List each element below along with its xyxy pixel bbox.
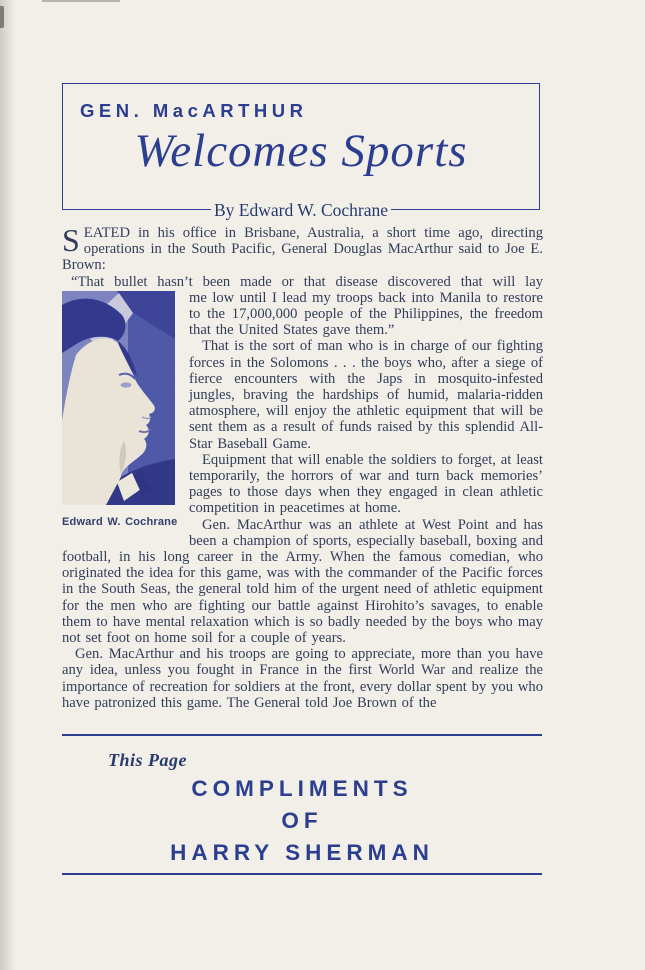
- page-title: Welcomes Sports: [134, 125, 468, 177]
- sponsor-line-of: OF: [281, 808, 323, 833]
- paragraph-5: Gen. MacArthur was an athlete at West Point and has been a champion of sports, especially baseball, boxing and football, in his long career in the Army. When the famous comedian, who originated the idea for this game, was with the commander of the Pacific forces in the South Seas, the general told him of the urgent need of athletic equipment for the men who are fighting our battle against Hirohito’s savages, to enable them to have mental relaxation which is so badly needed by the boys who may not set foot on home soil for a couple of years.: [62, 516, 543, 647]
- paragraph-4: Equipment that will enable the soldiers to forget, at least temporarily, the horrors of war and turn back memories’ pages to those days when they engaged in clean athletic competition in peacetimes at home.: [189, 451, 543, 517]
- sponsor-line-compliments: COMPLIMENTS: [191, 776, 413, 801]
- dropcap-s: S: [62, 222, 80, 258]
- article-body: [62, 222, 543, 711]
- byline: By Edward W. Cochrane: [211, 200, 391, 221]
- paragraph-3: That is the sort of man who is in charge of our fighting forces in the Solomons . . . the boys who, after a siege of fierce encounters with the Japs in mosquito-infested jungles, braving the hardships of humid, malaria-ridden atmosphere, will enjoy the athletic equipment that will be sent them as a result of funds raised by this splendid All-Star Baseball Game.: [189, 338, 543, 452]
- kicker-gen-macarthur: GEN. MacARTHUR: [80, 100, 308, 121]
- scan-edge-notch: [0, 6, 4, 28]
- paragraph-1-text: EATED in his office in Brisbane, Australia, a short time ago, directing operations in the South Pacific, General Douglas MacArthur said to Joe E. Brown:: [62, 225, 543, 274]
- title-box: [62, 83, 540, 220]
- paragraph-2-rest: me low until I lead my troops back into Manila to restore to the 17,000,000 people of the Philippines, the freedom that the United States gave them.”: [189, 289, 543, 339]
- scan-edge-top: [42, 0, 120, 2]
- paragraph-6: Gen. MacArthur and his troops are going to appreciate, more than you have any idea, unless you fought in France in the first World War and realize the importance of recreation for soldiers at the front, every dollar spent by you who have patronized this game. The General told Joe Brown of the: [62, 646, 543, 711]
- sponsor-eyebrow: This Page: [108, 750, 187, 770]
- paragraph-2-first-line: “That bullet hasn’t been made or that disease discovered that will lay: [71, 273, 543, 290]
- page-gutter-shadow: [0, 0, 16, 970]
- cochrane-photo-figure: [62, 291, 178, 530]
- photo-caption: Edward W. Cochrane: [62, 515, 178, 528]
- paragraph-1: [62, 222, 543, 274]
- sponsor-line-harry-sherman: HARRY SHERMAN: [170, 840, 434, 865]
- cochrane-portrait-photo: [62, 291, 175, 505]
- sponsor-box: [62, 734, 542, 875]
